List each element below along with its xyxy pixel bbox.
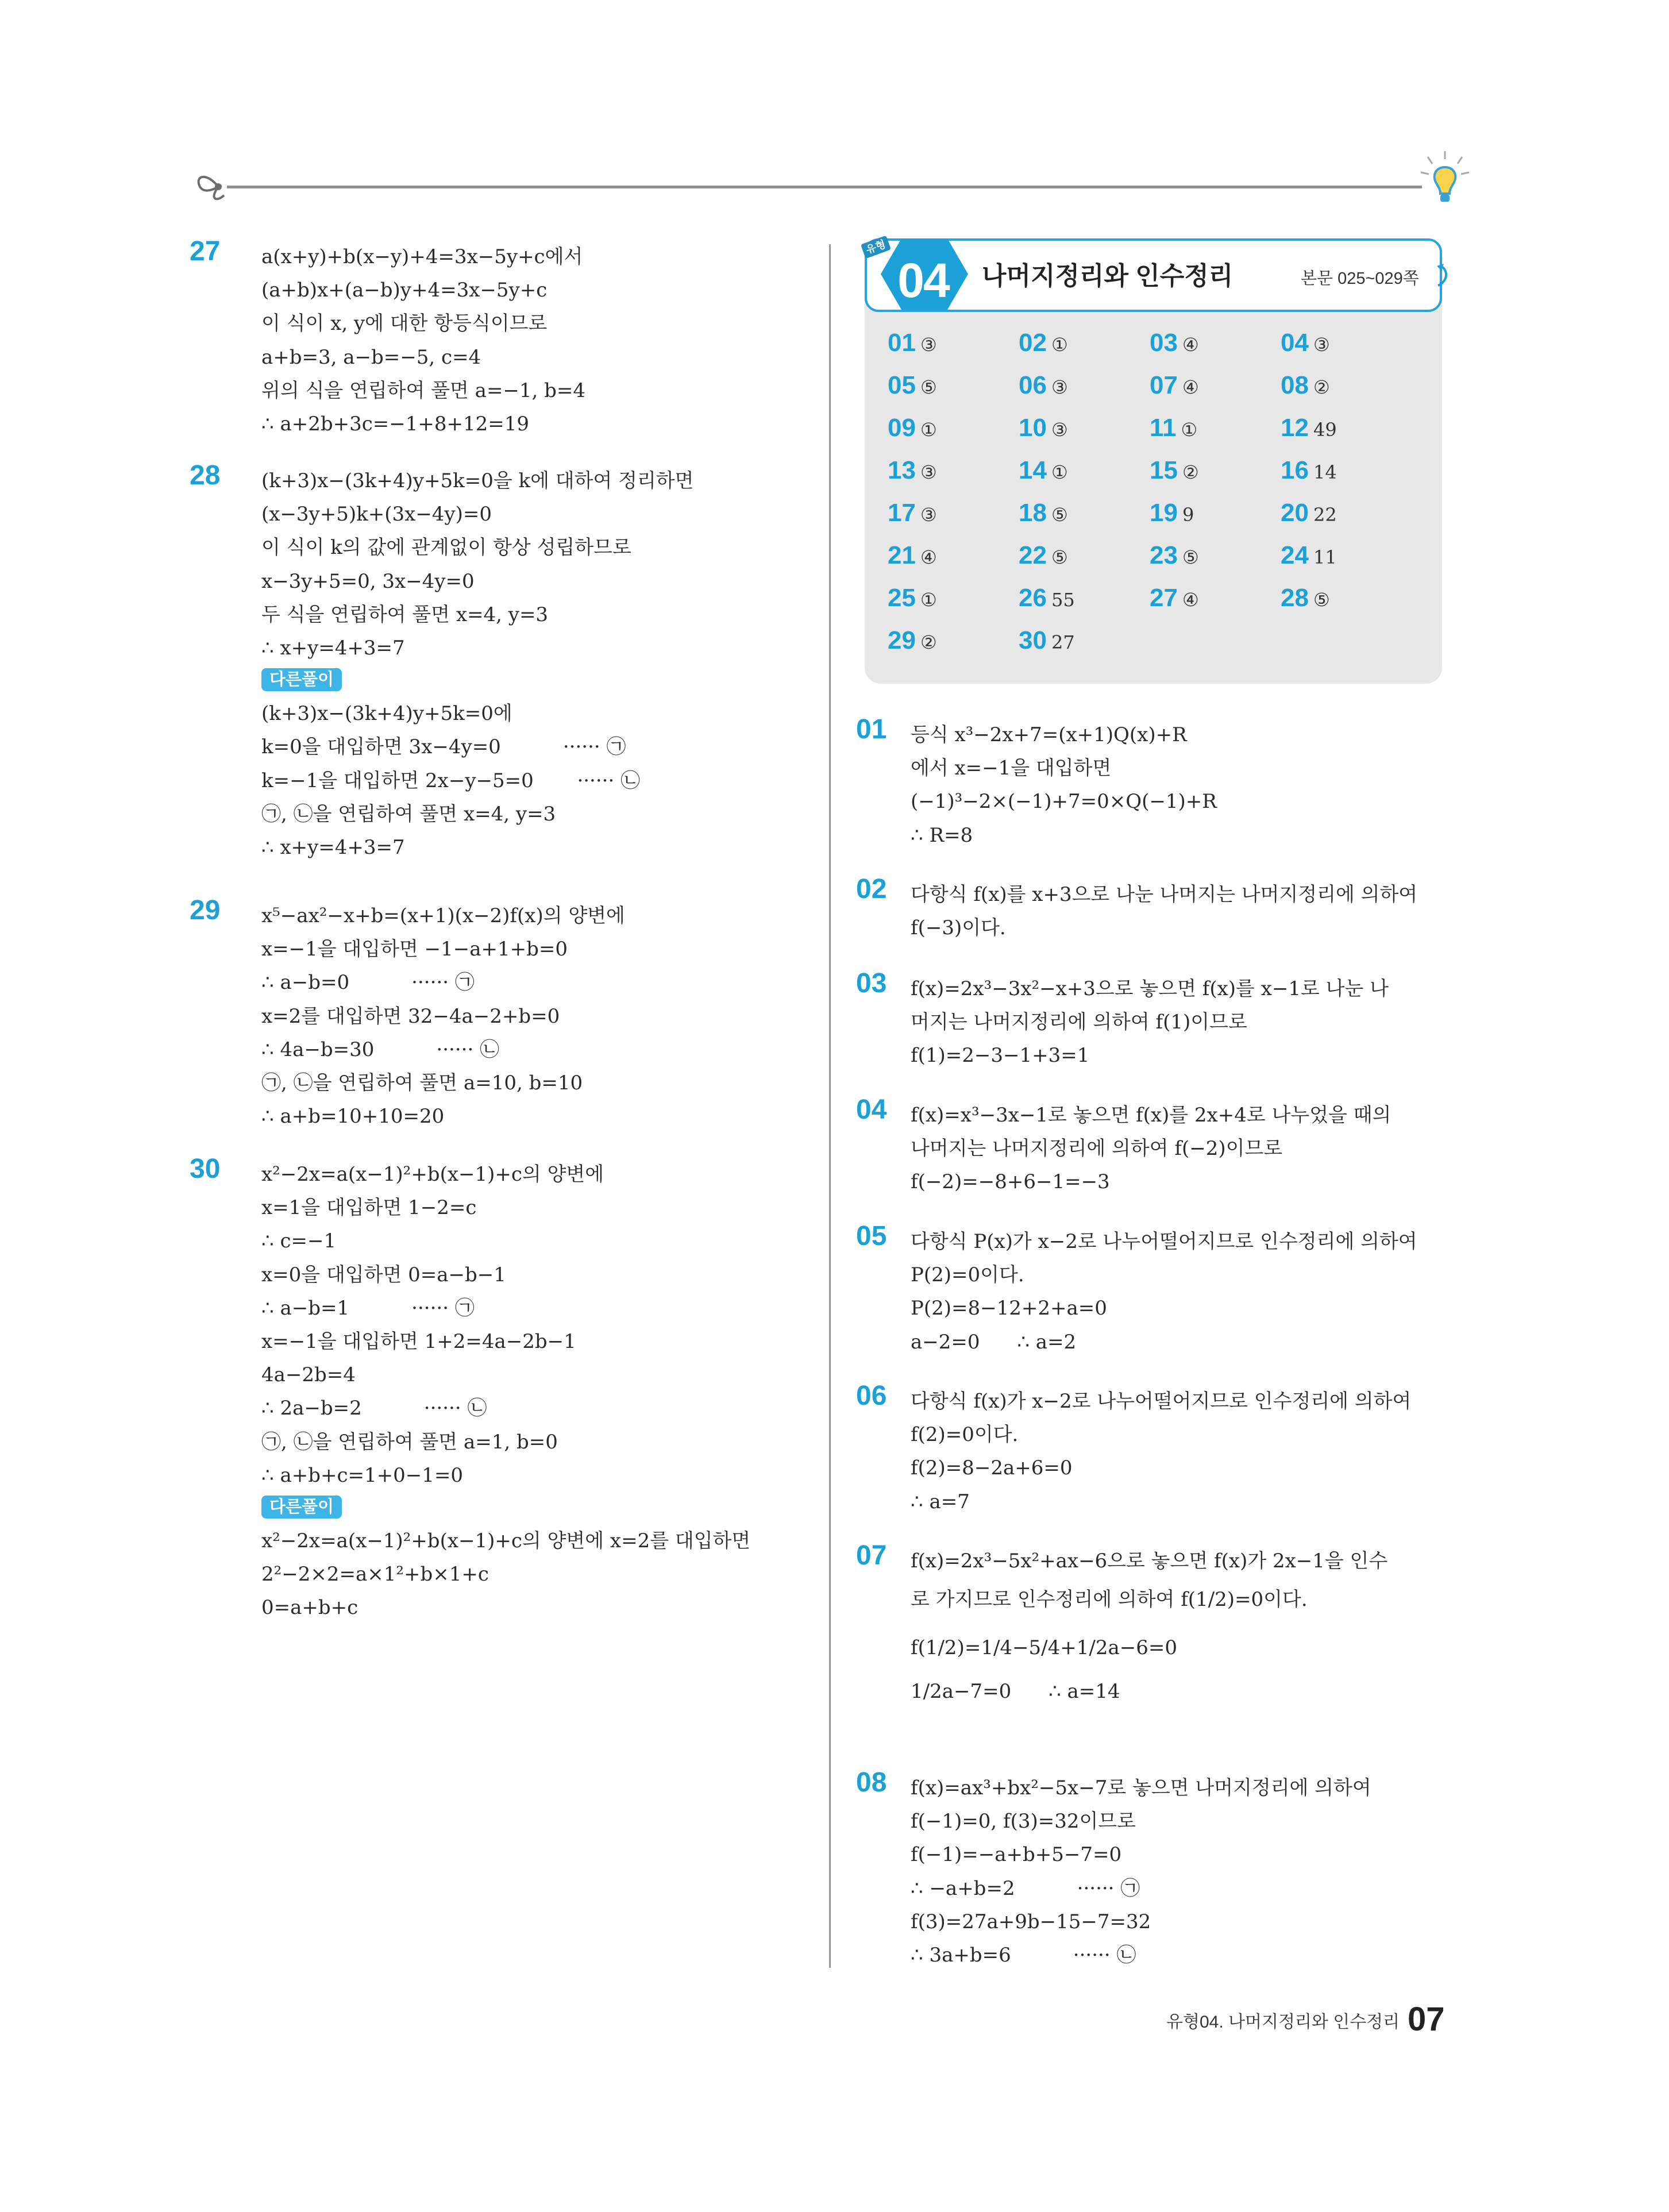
answer-cell: 04 ③ — [1281, 329, 1330, 357]
lightbulb-icon — [1410, 147, 1479, 210]
solution-line: f(−2)=−8+6−1=−3 — [911, 1170, 1110, 1194]
answer-cell: 01 ③ — [888, 329, 937, 357]
solution-line: ∴ 2a−b=2 ······ ㉡ — [261, 1397, 487, 1420]
answer-cell: 12 49 — [1281, 414, 1337, 442]
alternative-solution-badge: 다른풀이 — [261, 668, 342, 691]
solution-line: a−2=0 ∴ a=2 — [911, 1330, 1077, 1354]
solution-line: (k+3)x−(3k+4)y+5k=0을 k에 대하여 정리하면 — [261, 469, 694, 492]
solution-line: ∴ R=8 — [911, 823, 973, 847]
problem-05 — [856, 1221, 1417, 1359]
answer-cell: 29 ② — [888, 626, 937, 654]
solution-line: f(x)=ax³+bx²−5x−7로 놓으면 나머지정리에 의하여 — [911, 1776, 1371, 1799]
page-number: 07 — [1408, 2001, 1445, 2038]
solution-line: 다항식 P(x)가 x−2로 나누어떨어지므로 인수정리에 의하여 — [911, 1230, 1417, 1253]
problem-number: 06 — [856, 1381, 887, 1411]
answer-cell: 10 ③ — [1019, 414, 1068, 442]
answer-cell: 14 ① — [1019, 456, 1068, 484]
answer-cell: 30 27 — [1019, 626, 1075, 654]
solution-line: ∴ x+y=4+3=7 — [261, 637, 405, 660]
problem-number: 28 — [190, 460, 221, 491]
solution-line: 머지는 나머지정리에 의하여 f(1)이므로 — [911, 1011, 1247, 1034]
problem-06 — [856, 1381, 1412, 1519]
solution-line: f(3)=27a+9b−15−7=32 — [911, 1910, 1151, 1933]
solution-line: 에서 x=−1을 대입하면 — [911, 757, 1112, 780]
problem-number: 07 — [856, 1540, 887, 1571]
problem-28 — [190, 460, 694, 864]
answer-cell: 27 ④ — [1150, 584, 1199, 612]
solution-line: f(−1)=−a+b+5−7=0 — [911, 1843, 1122, 1867]
solution-line: f(−1)=0, f(3)=32이므로 — [911, 1810, 1136, 1833]
answer-cell: 03 ④ — [1150, 329, 1199, 357]
solution-line: f(2)=8−2a+6=0 — [911, 1456, 1073, 1480]
solution-line: ∴ 3a+b=6 ······ ㉡ — [911, 1944, 1136, 1967]
solution-line: (−1)³−2×(−1)+7=0×Q(−1)+R — [911, 790, 1217, 814]
ribbon-icon — [192, 169, 244, 204]
answer-cell: 11 ① — [1150, 414, 1198, 442]
problem-number: 05 — [856, 1221, 887, 1251]
column-divider — [829, 244, 831, 1968]
solution-line: a(x+y)+b(x−y)+4=3x−5y+c에서 — [261, 245, 583, 268]
solution-line: ㉠, ㉡을 연립하여 풀면 a=1, b=0 — [261, 1430, 558, 1454]
solution-line: ∴ a+b+c=1+0−1=0 — [261, 1463, 463, 1487]
answer-cell: 25 ① — [888, 584, 937, 612]
alternative-solution-badge: 다른풀이 — [261, 1496, 342, 1519]
problem-number: 01 — [856, 714, 887, 745]
problem-number: 02 — [856, 874, 887, 904]
solution-line: 위의 식을 연립하여 풀면 a=−1, b=4 — [261, 379, 586, 402]
answer-cell: 28 ⑤ — [1281, 584, 1330, 612]
solution-line: ∴ 4a−b=30 ······ ㉡ — [261, 1038, 500, 1061]
solution-line: (x−3y+5)k+(3x−4y)=0 — [261, 503, 492, 526]
solution-line: ∴ −a+b=2 ······ ㉠ — [911, 1876, 1140, 1900]
problem-number: 29 — [190, 895, 221, 926]
answer-cell: 15 ② — [1150, 456, 1199, 484]
solution-line: x²−2x=a(x−1)²+b(x−1)+c의 양변에 — [261, 1163, 604, 1186]
section-title: 나머지정리와 인수정리 — [982, 262, 1234, 290]
answer-cell: 07 ④ — [1150, 371, 1199, 399]
answer-cell: 02 ① — [1019, 329, 1068, 357]
solution-line: ∴ a−b=0 ······ ㉠ — [261, 971, 475, 995]
solution-line: f(x)=x³−3x−1로 놓으면 f(x)를 2x+4로 나누었을 때의 — [911, 1104, 1392, 1127]
solution-line: 다항식 f(x)를 x+3으로 나눈 나머지는 나머지정리에 의하여 — [911, 883, 1418, 906]
problem-03 — [856, 968, 1389, 1073]
answer-cell: 24 11 — [1281, 541, 1337, 569]
solution-line: a+b=3, a−b=−5, c=4 — [261, 345, 481, 369]
problem-01 — [856, 714, 1217, 852]
solution-line: 4a−2b=4 — [261, 1363, 356, 1387]
solution-line: ∴ a=7 — [911, 1490, 970, 1513]
solution-line: x=0을 대입하면 0=a−b−1 — [261, 1263, 506, 1286]
solution-line: x=−1을 대입하면 −1−a+1+b=0 — [261, 938, 568, 961]
solution-line: 등식 x³−2x+7=(x+1)Q(x)+R — [911, 723, 1187, 746]
solution-line: f(1/2)=1/4−5/4+1/2a−6=0 — [911, 1636, 1177, 1660]
solution-line: x⁵−ax²−x+b=(x+1)(x−2)f(x)의 양변에 — [261, 904, 625, 927]
answer-cell: 26 55 — [1019, 584, 1075, 612]
answer-cell: 20 22 — [1281, 499, 1337, 527]
problem-02 — [856, 874, 1418, 945]
solution-line: f(x)=2x³−5x²+ax−6으로 놓으면 f(x)가 2x−1을 인수 — [911, 1550, 1388, 1573]
answer-key-header — [865, 238, 1442, 312]
top-rule — [227, 186, 1422, 188]
solution-line: 이 식이 x, y에 대한 항등식이므로 — [261, 312, 548, 336]
answer-cell: 21 ④ — [888, 541, 937, 569]
solution-line: 나머지는 나머지정리에 의하여 f(−2)이므로 — [911, 1137, 1283, 1161]
solution-line: ㉠, ㉡을 연립하여 풀면 a=10, b=10 — [261, 1072, 583, 1095]
answer-cell: 08 ② — [1281, 371, 1330, 399]
problem-number: 30 — [190, 1154, 221, 1184]
problem-07 — [856, 1540, 1388, 1713]
answer-key-box — [865, 238, 1442, 684]
solution-line: x=2를 대입하면 32−4a−2+b=0 — [261, 1004, 560, 1028]
solution-line: f(2)=0이다. — [911, 1423, 1019, 1447]
footer-section-label: 유형04. 나머지정리와 인수정리 — [1166, 2013, 1400, 2032]
solution-line: k=0을 대입하면 3x−4y=0 ······ ㉠ — [261, 735, 626, 759]
problem-30 — [190, 1154, 751, 1625]
solution-line: x−3y+5=0, 3x−4y=0 — [261, 569, 475, 593]
answer-cell: 16 14 — [1281, 456, 1337, 484]
solution-line: P(2)=0이다. — [911, 1263, 1024, 1287]
problem-number: 27 — [190, 236, 221, 267]
solution-line: 두 식을 연립하여 풀면 x=4, y=3 — [261, 603, 549, 626]
solution-line: x²−2x=a(x−1)²+b(x−1)+c의 양변에 x=2를 대입하면 — [261, 1529, 751, 1553]
type-badge: 유형 — [861, 236, 891, 259]
solution-line: 로 가지므로 인수정리에 의하여 f(1/2)=0이다. — [911, 1588, 1308, 1612]
problem-number: 03 — [856, 968, 887, 999]
page-reference: 본문 025~029쪽 — [1301, 269, 1419, 288]
solution-line: ∴ x+y=4+3=7 — [261, 836, 405, 860]
curl-arrow-icon — [1436, 264, 1451, 287]
solution-line: x=−1을 대입하면 1+2=4a−2b−1 — [261, 1330, 576, 1354]
solution-line: 0=a+b+c — [261, 1596, 359, 1620]
solution-line: ∴ a+b=10+10=20 — [261, 1105, 445, 1128]
solution-line: f(x)=2x³−3x²−x+3으로 놓으면 f(x)를 x−1로 나눈 나 — [911, 977, 1389, 1000]
solution-line: ∴ a−b=1 ······ ㉠ — [261, 1296, 475, 1320]
problem-number: 08 — [856, 1767, 887, 1798]
solution-line: (a+b)x+(a−b)y+4=3x−5y+c — [261, 279, 548, 302]
problem-08 — [856, 1767, 1371, 1972]
problem-27 — [190, 236, 586, 441]
solution-line: ∴ c=−1 — [261, 1230, 337, 1253]
solution-line: k=−1을 대입하면 2x−y−5=0 ······ ㉡ — [261, 769, 641, 792]
solution-line: P(2)=8−12+2+a=0 — [911, 1297, 1107, 1320]
type-number: 04 — [897, 253, 949, 307]
solution-line: ㉠, ㉡을 연립하여 풀면 x=4, y=3 — [261, 802, 556, 826]
solution-line: x=1을 대입하면 1−2=c — [261, 1196, 477, 1220]
problem-number: 04 — [856, 1095, 887, 1125]
solution-line: 다항식 f(x)가 x−2로 나누어떨어지므로 인수정리에 의하여 — [911, 1390, 1412, 1413]
answer-cell: 05 ⑤ — [888, 371, 937, 399]
solution-line: 이 식이 k의 값에 관계없이 항상 성립하므로 — [261, 536, 631, 560]
answer-cell: 06 ③ — [1019, 371, 1068, 399]
solution-line: ∴ a+2b+3c=−1+8+12=19 — [261, 413, 529, 436]
answer-cell: 22 ⑤ — [1019, 541, 1068, 569]
answer-cell: 23 ⑤ — [1150, 541, 1199, 569]
solution-line: (k+3)x−(3k+4)y+5k=0에 — [261, 702, 512, 726]
answer-cell: 19 9 — [1150, 499, 1194, 527]
solution-line: f(−3)이다. — [911, 916, 1006, 940]
solution-line: 2²−2×2=a×1²+b×1+c — [261, 1563, 489, 1586]
problem-29 — [190, 895, 625, 1133]
solution-line: f(1)=2−3−1+3=1 — [911, 1044, 1090, 1068]
answer-cell: 17 ③ — [888, 499, 937, 527]
problem-04 — [856, 1095, 1392, 1199]
answer-cell: 18 ⑤ — [1019, 499, 1068, 527]
answer-cell: 13 ③ — [888, 456, 937, 484]
solution-line: 1/2a−7=0 ∴ a=14 — [911, 1680, 1120, 1704]
answer-cell: 09 ① — [888, 414, 937, 442]
